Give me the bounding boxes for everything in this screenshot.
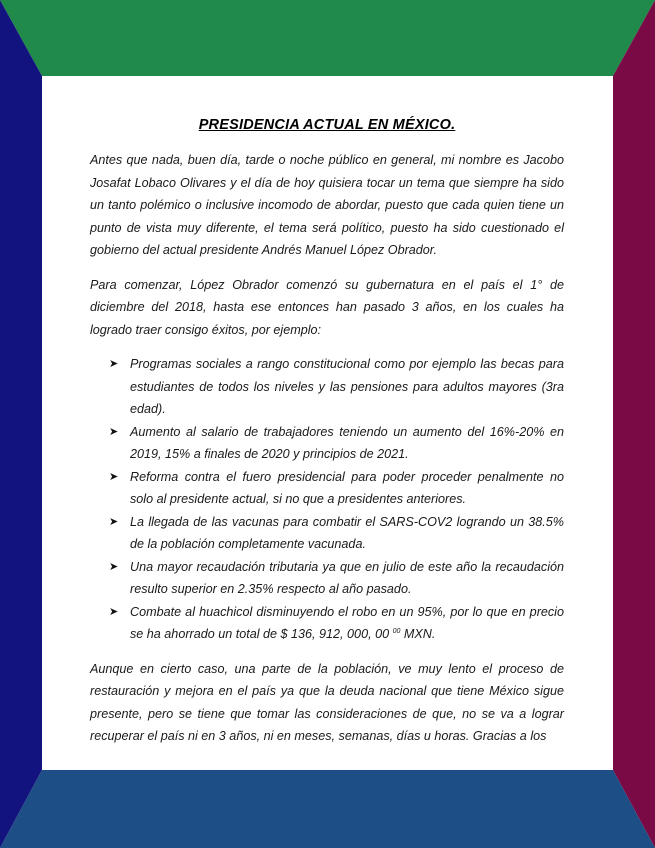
frame-left-band — [0, 0, 42, 848]
cents-superscript: 00 — [392, 627, 401, 635]
document-content — [90, 114, 564, 760]
frame-right-band — [613, 0, 655, 848]
document-title: PRESIDENCIA ACTUAL EN MÉXICO. — [198, 117, 456, 133]
frame-bottom-band — [0, 770, 655, 848]
list-item-text: Programas sociales a rango constitucional como por ejemplo las becas para estudiantes de todos los niveles y las pensiones para adultos mayores (3ra edad). — [130, 357, 564, 416]
arrow-bullet-icon: ➤ — [109, 425, 119, 438]
achievements-list — [90, 353, 564, 646]
closing-paragraph: Aunque en cierto caso, una parte de la población, ve muy lento el proceso de restauración y mejora en el país ya que la deuda nacional que tiene México sigue presente, pero se tiene que tomar las consideraciones de que, no se va a lograr recuperar el país ni en 3 años, ni en meses, semanas, días u horas. Gracias a los — [90, 661, 564, 743]
list-item — [90, 421, 564, 466]
currency-suffix: MXN. — [400, 627, 436, 641]
achievements-intro-paragraph: Para comenzar, López Obrador comenzó su gubernatura en el país el 1° de diciembre del 2018, hasta ese entonces han pasado 3 años, en los cuales ha logrado traer consigo éxitos, por ejemplo: — [90, 277, 564, 337]
list-item — [90, 511, 564, 556]
list-item-text: Reforma contra el fuero presidencial para poder proceder penalmente no solo al presidente actual, si no que a presidentes anteriores. — [130, 469, 564, 506]
list-item — [90, 556, 564, 601]
list-item-text: Aumento al salario de trabajadores teniendo un aumento del 16%-20% en 2019, 15% a finales de 2020 y principios de 2021. — [130, 424, 564, 461]
list-item — [90, 353, 564, 421]
intro-paragraph: Antes que nada, buen día, tarde o noche público en general, mi nombre es Jacobo Josafat Lobaco Olivares y el día de hoy quisiera tocar un tema que siempre ha sido un tanto polémico o inclusive incomodo de abordar, puesto que cada quien tiene un punto de vista muy diferente, el tema será político, puesto ha sido cuestionado el gobierno del actual presidente Andrés Manuel López Obrador. — [90, 153, 564, 257]
list-item — [90, 601, 564, 646]
list-item-text: Una mayor recaudación tributaria ya que en julio de este año la recaudación resulto superior en 2.35% respecto al año pasado. — [130, 559, 564, 596]
arrow-bullet-icon: ➤ — [109, 470, 119, 483]
arrow-bullet-icon: ➤ — [109, 515, 119, 528]
list-item — [90, 466, 564, 511]
arrow-bullet-icon: ➤ — [109, 605, 119, 618]
arrow-bullet-icon: ➤ — [109, 560, 119, 573]
arrow-bullet-icon: ➤ — [109, 358, 119, 370]
frame-top-band — [0, 0, 655, 76]
list-item-text: Combate al huachicol disminuyendo el robo en un 95%, por lo que en precio se ha ahorrado un total de $ 136, 912, 000, 00 — [130, 604, 564, 641]
list-item-text: La llegada de las vacunas para combatir el SARS-COV2 logrando un 38.5% de la población completamente vacunada. — [130, 514, 564, 551]
